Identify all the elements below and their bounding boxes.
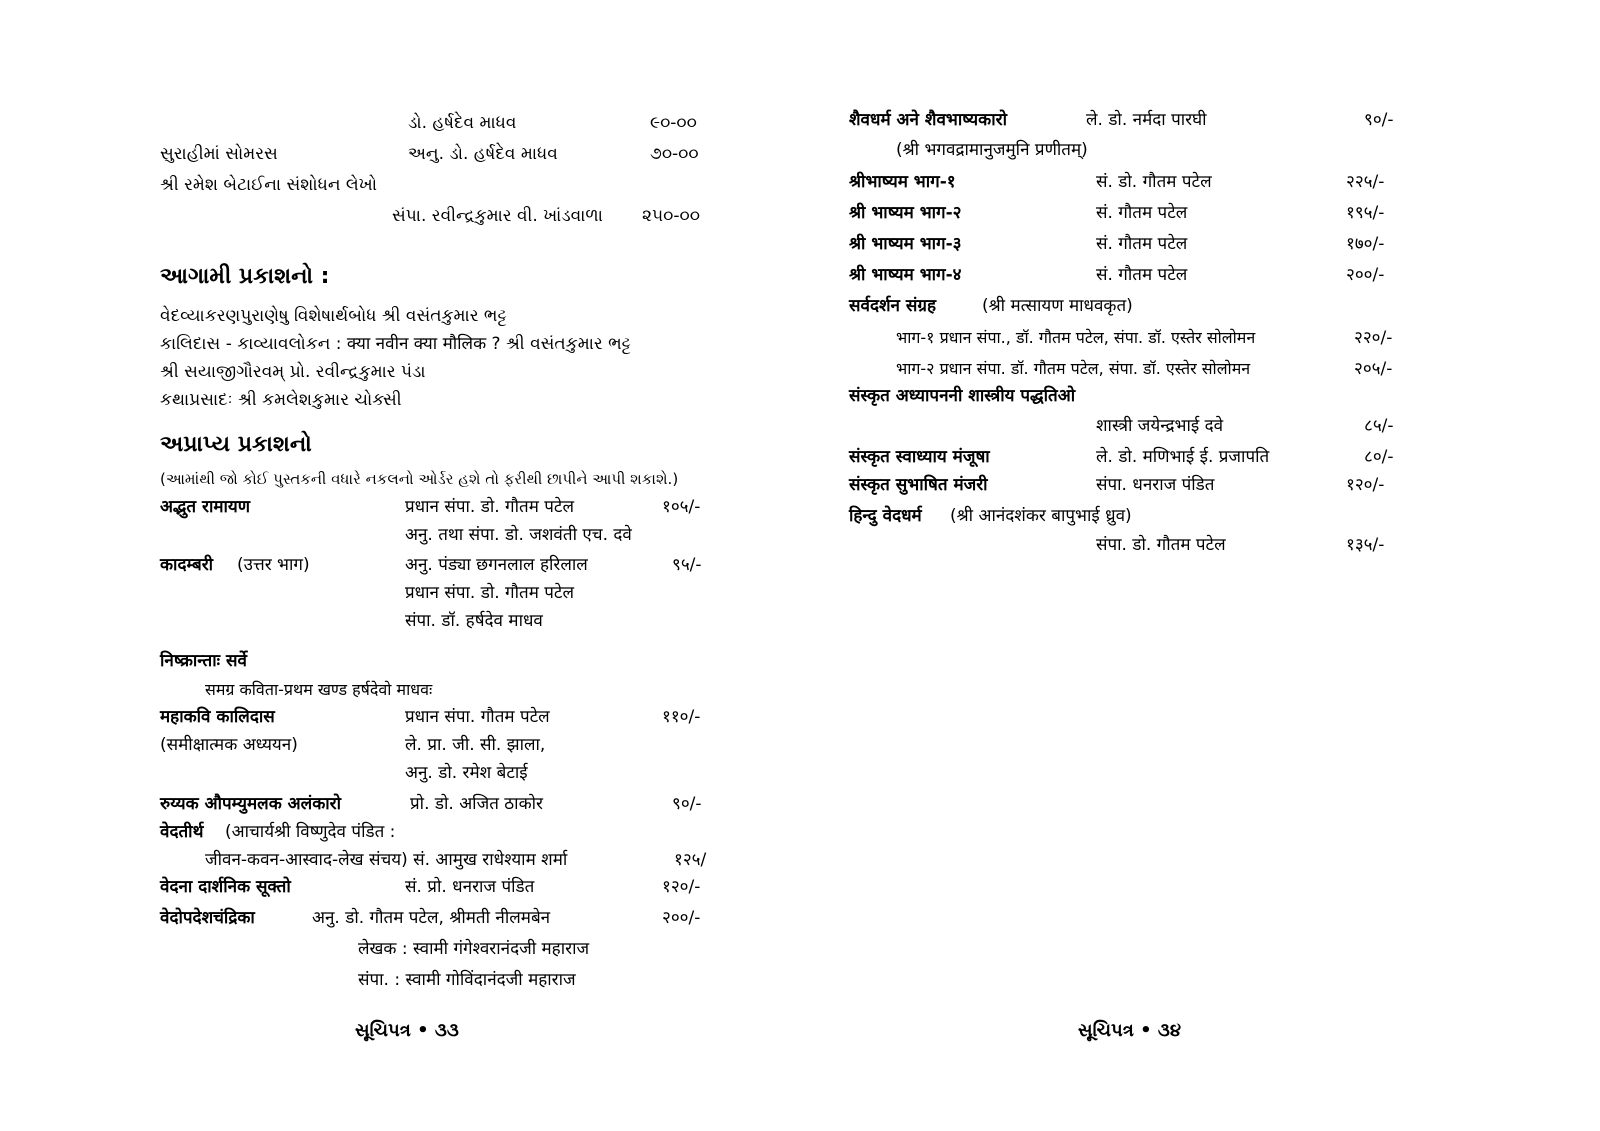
upcoming-item: કથાપ્રસાદઃ શ્રી કમલેશકુમાર ચોક્સી	[160, 390, 402, 410]
entry-title: संस्कृत सुभाषित मंजरी	[849, 475, 988, 495]
entry-title: श्री भाष्यम भाग-४	[849, 265, 962, 285]
entry-price: २००/-	[662, 908, 701, 928]
entry-author: प्रधान संपा. डो. गौतम पटेल	[405, 497, 575, 517]
entry-price: ૭૦-૦૦	[650, 144, 699, 164]
entry-author: अनु. पंड्या छगनलाल हरिलाल	[405, 555, 588, 575]
entry-author: ले. डो. मणिभाई ई. प्रजापति	[1096, 447, 1270, 467]
entry-author: सं. गौतम पटेल	[1096, 265, 1188, 285]
entry-price: १२५/	[674, 850, 707, 870]
entry-title: संस्कृत स्वाध्याय मंजूषा	[849, 447, 990, 467]
entry-price: ९०/-	[672, 794, 702, 814]
entry-price: १२०/-	[1346, 475, 1385, 495]
entry-title: महाकवि कालिदास	[160, 707, 275, 727]
entry-price: ९५/-	[672, 555, 702, 575]
entry-author: ले. डो. नर्मदा पारघी	[1086, 110, 1207, 130]
page-footer: સૂચિપત્ર • ૩૩	[355, 1020, 459, 1041]
entry-author: सं. गौतम पटेल	[1096, 234, 1188, 254]
entry-author: शास्त्री जयेन्द्रभाई दवे	[1096, 416, 1224, 436]
entry-subtitle: (उत्तर भाग)	[237, 555, 310, 575]
entry-subtitle: (श्री भगवद्रामानुजमुनि प्रणीतम्)	[896, 140, 1088, 160]
entry-price: ८५/-	[1364, 416, 1394, 436]
entry-price: १०५/-	[662, 497, 701, 517]
entry-price: २२०/-	[1354, 328, 1393, 348]
entry-author: ડો. હર્ષદેવ માધવ	[408, 113, 517, 133]
section-heading-out-of-print: અપ્રાપ્ય પ્રકાશનો	[160, 432, 312, 457]
entry-price: ११०/-	[662, 707, 701, 727]
entry-author: सं. डो. गौतम पटेल	[1096, 172, 1212, 192]
entry-author: सं. गौतम पटेल	[1096, 203, 1188, 223]
entry-title: रुय्यक औपम्युमलक अलंकारो	[160, 794, 342, 814]
entry-price: १२०/-	[662, 877, 701, 897]
right-page	[800, 0, 1600, 1131]
entry-title: શ્રી રમેશ બેટાઈના સંશોધન લેખો	[160, 175, 377, 195]
entry-title: वेदना दार्शनिक सूक्तो	[160, 877, 291, 897]
entry-price: १३५/-	[1346, 535, 1385, 555]
entry-title: संस्कृत अध्यापननी शास्त्रीय पद्धतिओ	[849, 386, 1076, 406]
entry-title: अद्भुत रामायण	[160, 497, 251, 517]
section-heading-upcoming: આગામી પ્રકાશનો :	[160, 264, 330, 289]
entry-author: સંપા. રવીન્દ્રકુમાર વી. ખાંડવાળા	[392, 206, 603, 226]
entry-subtitle: (आचार्यश्री विष्णुदेव पंडित :	[225, 822, 396, 842]
entry-author: भाग-२ प्रधान संपा. डॉ. गौतम पटेल, संपा. डॉ. एस्तेर सोलोमन	[896, 359, 1251, 378]
entry-title: कादम्बरी	[160, 555, 214, 575]
entry-subtitle: (श्री आनंदशंकर बापुभाई ध्रुव)	[950, 506, 1132, 526]
entry-title: श्रीभाष्यम भाग-१	[849, 172, 956, 192]
section-note: (આમાંથી જો કોઈ પુસ્તકની વધારે નકલનો ઓર્ડર હશે તો ફરીથી છાપીને આપી શકાશે.)	[160, 470, 679, 488]
entry-author: अनु. डो. गौतम पटेल, श्रीमती नीलमबेन	[312, 908, 551, 928]
entry-price: २००/-	[1346, 265, 1385, 285]
entry-title: सर्वदर्शन संग्रह	[849, 296, 936, 316]
entry-author: प्रो. डो. अजित ठाकोर	[410, 794, 543, 814]
entry-price: ૯૦-૦૦	[650, 113, 697, 133]
entry-author: जीवन-कवन-आस्वाद-लेख संचय) सं. आमुख राधेश्याम शर्मा	[205, 850, 568, 870]
entry-author: अनु. तथा संपा. डो. जशवंती एच. दवे	[405, 525, 632, 545]
entry-author: लेखक : स्वामी गंगेश्वरानंदजी महाराज	[358, 939, 590, 959]
entry-author: प्रधान संपा. गौतम पटेल	[405, 707, 550, 727]
entry-price: ૨૫૦-૦૦	[642, 206, 700, 226]
entry-title: સુરાહીમાં સોમરસ	[160, 144, 278, 164]
entry-price: २२५/-	[1346, 172, 1385, 192]
entry-author: संपा. डॉ. हर्षदेव माधव	[405, 611, 543, 631]
upcoming-item: શ્રી સયાજીગૌરવમ્ પ્રો. રવીન્દ્રકુમાર પંડા	[160, 362, 426, 382]
entry-title: निष्क्रान्ताः सर्वे	[160, 651, 247, 671]
entry-price: २०५/-	[1354, 359, 1393, 379]
entry-author: અનુ. ડો. હર્ષદેવ માધવ	[408, 144, 558, 164]
entry-subtitle: समग्र कविता-प्रथम खण्ड हर्षदेवो माधवः	[205, 680, 433, 699]
entry-title: श्री भाष्यम भाग-३	[849, 234, 962, 254]
entry-author: संपा. : स्वामी गोविंदानंदजी महाराज	[358, 970, 576, 990]
entry-title: वेदोपदेशचंद्रिका	[160, 908, 255, 928]
entry-title: श्री भाष्यम भाग-२	[849, 203, 962, 223]
entry-author: संपा. धनराज पंडित	[1096, 475, 1215, 495]
entry-title: हिन्दु वेदधर्म	[849, 506, 922, 526]
entry-author: ले. प्रा. जी. सी. झाला,	[405, 735, 546, 755]
entry-author: भाग-१ प्रधान संपा., डॉ. गौतम पटेल, संपा. डॉ. एस्तेर सोलोमन	[896, 328, 1256, 347]
entry-price: ९०/-	[1364, 110, 1394, 130]
upcoming-item: વેદવ્યાકરણપુરાણેષુ વિશેષાર્થબોધ શ્રી વસંતકુમાર ભટ્ટ	[160, 306, 507, 326]
entry-title: शैवधर्म अने शैवभाष्यकारो	[849, 110, 1007, 130]
entry-subtitle: (समीक्षात्मक अध्ययन)	[160, 735, 298, 755]
entry-price: १९५/-	[1346, 203, 1385, 223]
entry-author: सं. प्रो. धनराज पंडित	[405, 877, 535, 897]
entry-price: ८०/-	[1364, 447, 1394, 467]
entry-author: संपा. डो. गौतम पटेल	[1096, 535, 1226, 555]
entry-price: १७०/-	[1346, 234, 1385, 254]
upcoming-item: કાલિદાસ - કાવ્યાવલોકન : क्या नवीन क्या मौलिक ? શ્રી વસંતકુમાર ભટ્ટ	[160, 334, 631, 354]
entry-author: अनु. डो. रमेश बेटाई	[405, 763, 528, 783]
page-footer: સૂચિપત્ર • ૩૪	[1078, 1020, 1181, 1041]
entry-author: प्रधान संपा. डो. गौतम पटेल	[405, 583, 575, 603]
entry-title: वेदतीर्थ	[160, 822, 204, 842]
entry-subtitle: (श्री मत्सायण माधवकृत)	[982, 296, 1133, 316]
